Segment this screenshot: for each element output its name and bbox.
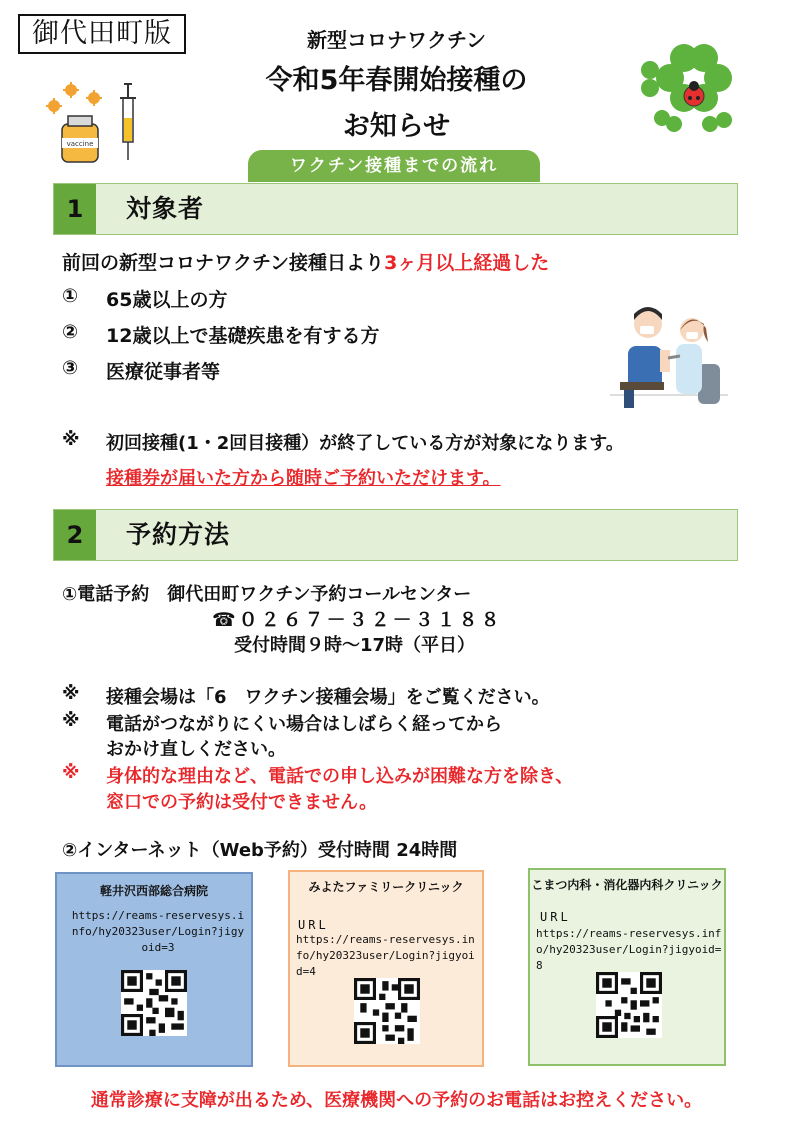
flow-tab: ワクチン接種までの流れ xyxy=(248,150,540,182)
note-item xyxy=(62,683,550,708)
note-item-red xyxy=(62,762,574,787)
clinic-url[interactable]: https://reams-reservesys.info/hy20323user/Login?jigyoid=8 xyxy=(536,927,722,972)
note-marker: ※ xyxy=(62,429,80,450)
qr-code-icon[interactable] xyxy=(596,972,662,1038)
section-1-lead xyxy=(62,248,549,275)
clinic-name: こまつ内科・消化器内科クリニック xyxy=(531,878,723,892)
clinic-url[interactable]: https://reams-reservesys.info/hy20323user/Login?jigyoid=4 xyxy=(296,933,475,978)
title-line-1: 新型コロナワクチン xyxy=(307,28,486,52)
section-2-number: 2 xyxy=(54,510,96,560)
phone-reservation-label: ①電話予約 御代田町ワクチン予約コールセンター xyxy=(62,584,472,605)
item-marker: ① xyxy=(62,285,79,307)
url-label: URL xyxy=(540,910,571,924)
clinic-name: みよたファミリークリニック xyxy=(308,880,464,894)
clinic-card-2[interactable] xyxy=(288,870,484,1067)
clover-ladybug-icon xyxy=(638,36,743,136)
clinic-name: 軽井沢西部総合病院 xyxy=(99,884,208,898)
item-text: 65歳以上の方 xyxy=(106,289,228,311)
note-marker: ※ xyxy=(62,710,80,731)
title-line-3: お知らせ xyxy=(342,111,451,142)
footer-notice: 通常診療に支障が出るため、医療機関への予約のお電話はお控えください。 xyxy=(90,1090,703,1111)
qr-code-icon[interactable] xyxy=(121,970,187,1036)
phone-number[interactable]: ０２６７－３２－３１８８ xyxy=(238,609,503,631)
section-1-header xyxy=(53,183,738,235)
section-1-note xyxy=(62,429,624,454)
note-text: 接種会場は「6 ワクチン接種会場」をご覧ください。 xyxy=(106,687,550,708)
phone-hours: 受付時間９時～17時（平日） xyxy=(234,635,476,656)
list-item xyxy=(62,321,380,347)
note-marker: ※ xyxy=(62,762,80,783)
item-text: 医療従事者等 xyxy=(106,361,221,383)
note-text-continued: おかけ直しください。 xyxy=(106,739,286,760)
qr-code-icon[interactable] xyxy=(354,978,420,1044)
lead-text: 前回の新型コロナワクチン接種日より xyxy=(62,252,385,274)
section-2-title: 予約方法 xyxy=(126,520,231,549)
note-item xyxy=(62,710,502,735)
title-line-2: 令和5年春開始接種の xyxy=(265,65,528,96)
note-marker: ※ xyxy=(62,683,80,704)
note-text-red-continued: 窓口での予約は受付できません。 xyxy=(106,792,378,813)
clinic-card-1[interactable] xyxy=(55,872,253,1067)
item-marker: ② xyxy=(62,321,79,343)
edition-label: 御代田町版 xyxy=(18,14,186,54)
item-text: 12歳以上で基礎疾患を有する方 xyxy=(106,325,380,347)
list-item xyxy=(62,357,221,383)
svg-text:vaccine: vaccine xyxy=(66,140,94,148)
note-text: 電話がつながりにくい場合はしばらく経ってから xyxy=(106,714,502,735)
clinic-card-3[interactable] xyxy=(528,868,726,1066)
note-text: 初回接種(1・2回目接種）が終了している方が対象になります。 xyxy=(106,433,624,454)
web-reservation-label: ②インターネット（Web予約）受付時間 24時間 xyxy=(62,840,458,861)
section-1-number: 1 xyxy=(54,184,96,234)
section-1-note-red: 接種券が届いた方から随時ご予約いただけます。 xyxy=(106,468,501,489)
vaccination-scene-icon xyxy=(610,294,728,410)
item-marker: ③ xyxy=(62,357,79,379)
lead-highlight: 3ヶ月以上経過した xyxy=(384,252,550,274)
list-item xyxy=(62,285,228,311)
phone-icon: ☎ xyxy=(212,609,239,631)
clinic-url[interactable]: https://reams-reservesys.info/hy20323user/Login?jigyoid=3 xyxy=(71,909,245,954)
url-label: URL xyxy=(298,918,329,932)
note-text: 身体的な理由など、電話での申し込みが困難な方を除き、 xyxy=(106,766,574,787)
section-2-header xyxy=(53,509,738,561)
phone-number-line xyxy=(212,605,503,632)
section-1-title: 対象者 xyxy=(126,194,205,223)
